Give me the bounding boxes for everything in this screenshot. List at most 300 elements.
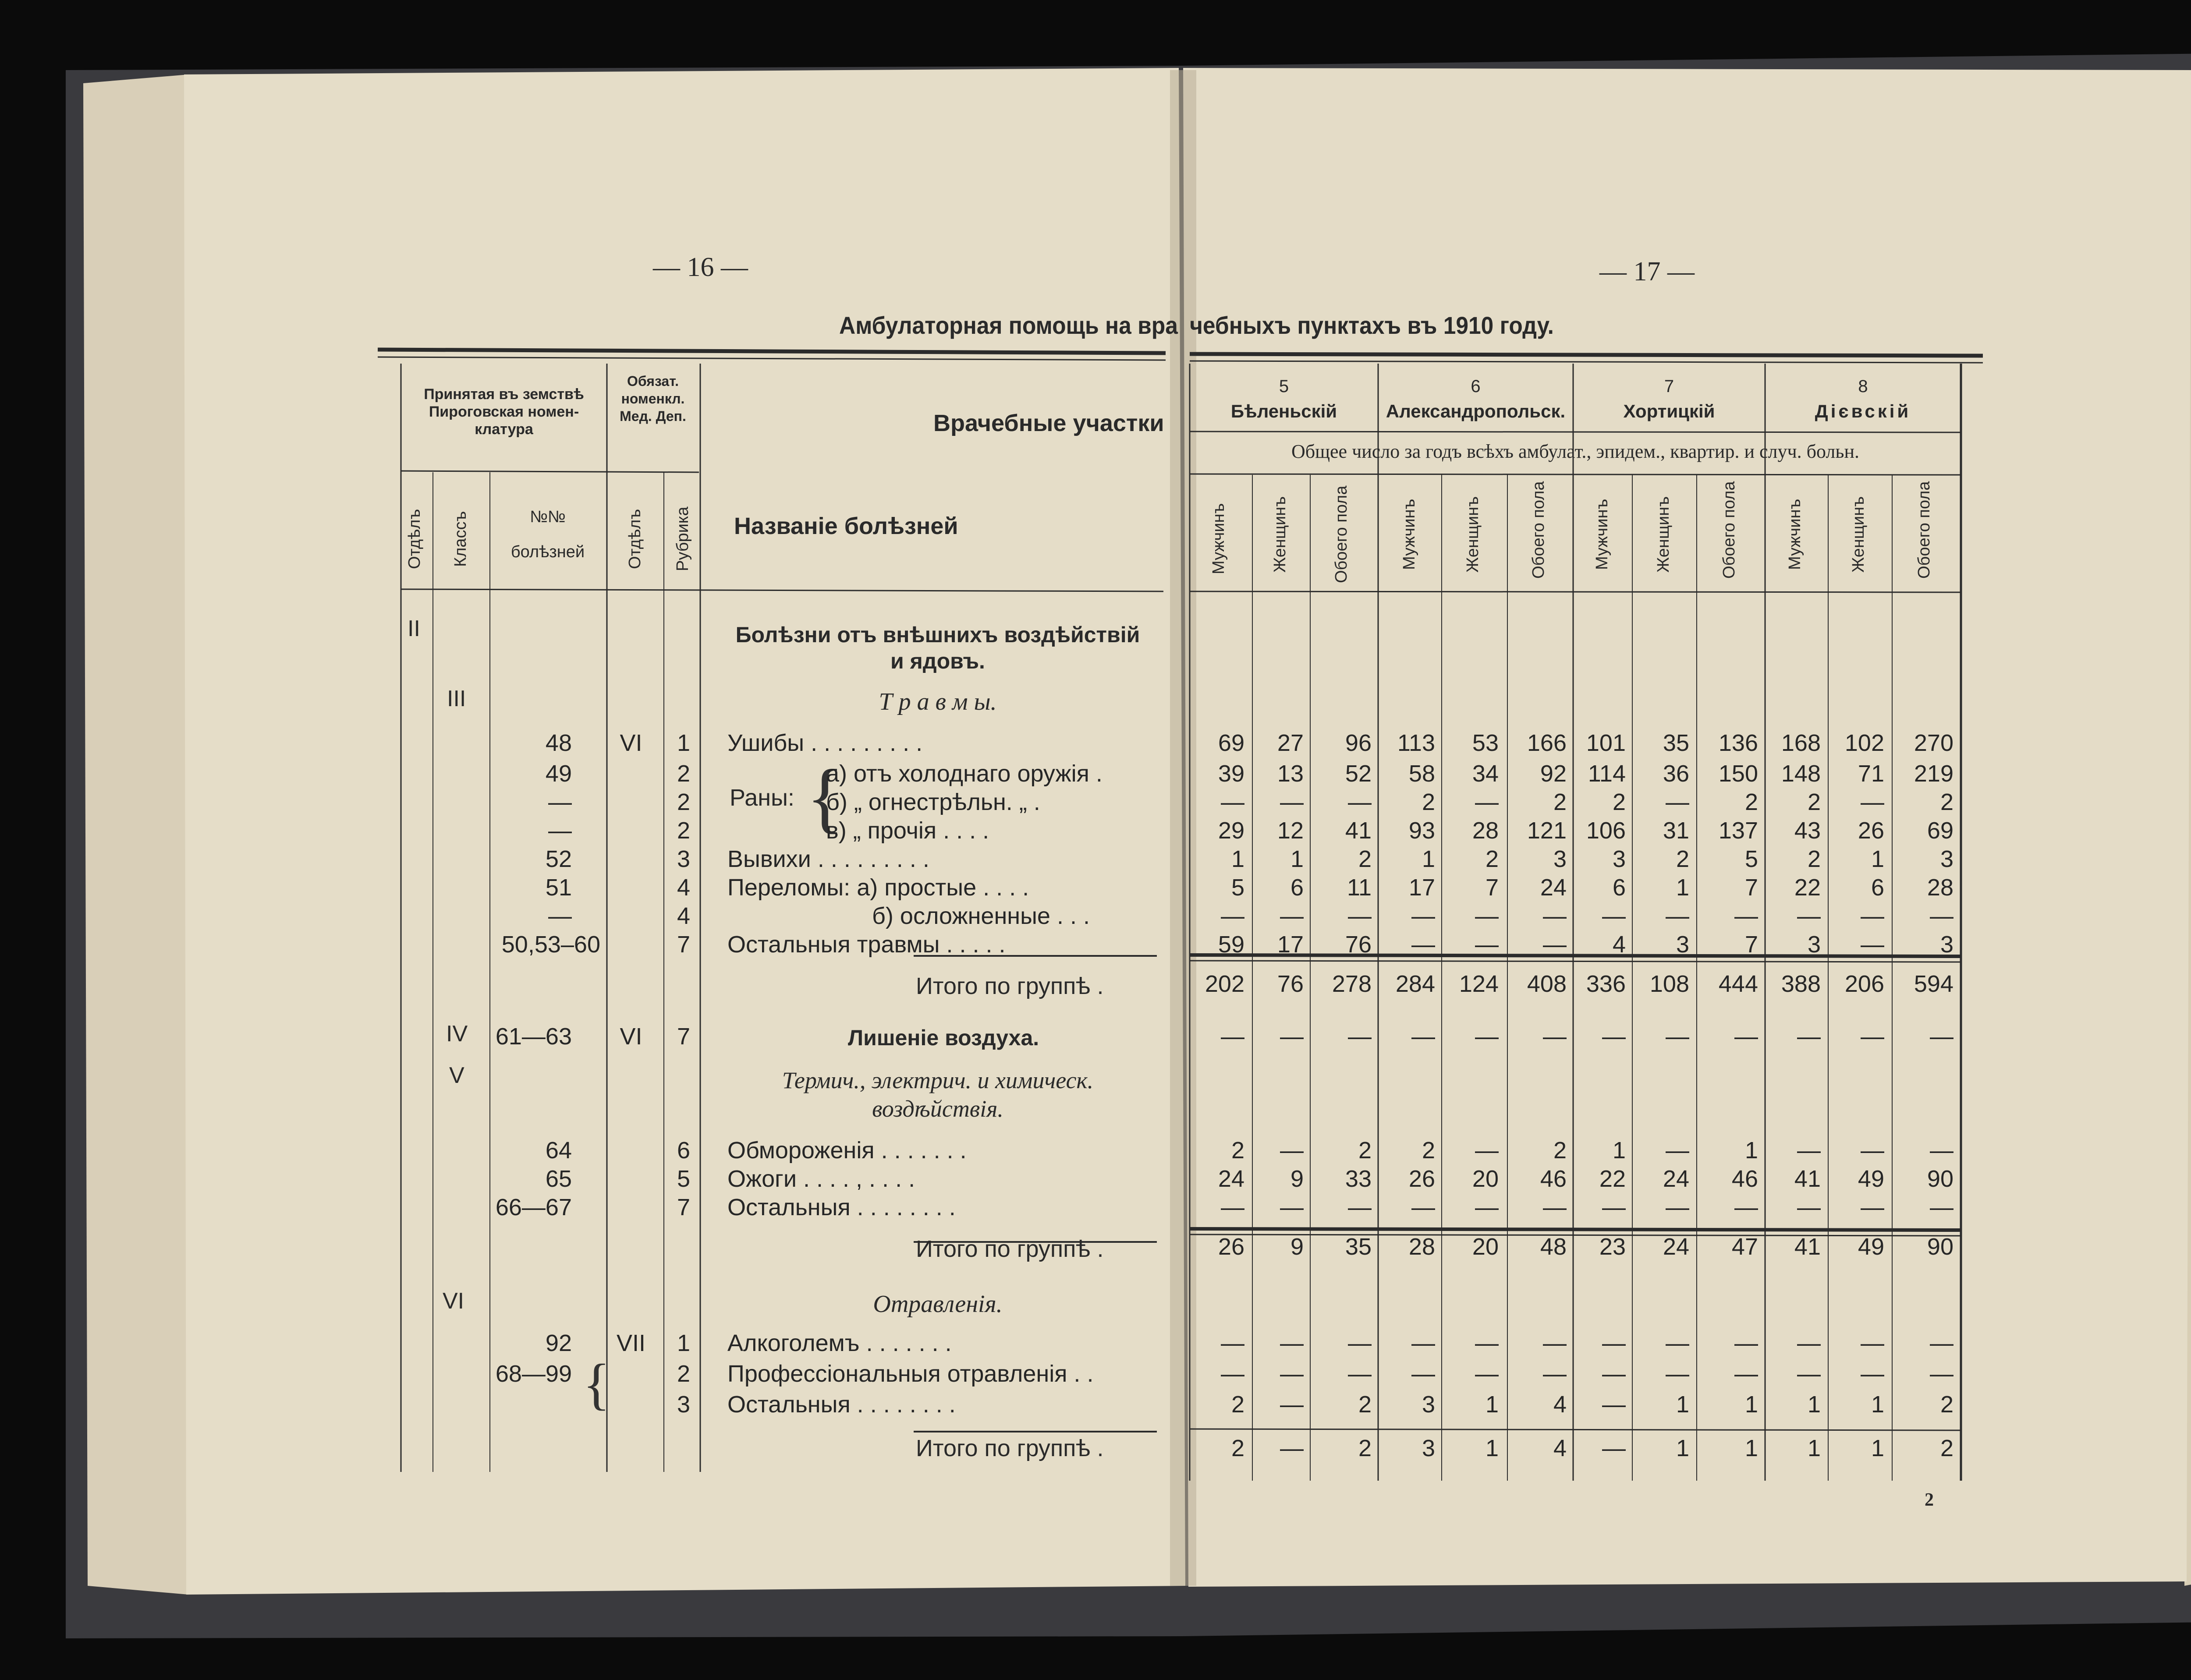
cell-value: 1	[1871, 1435, 1884, 1461]
cell-value: 71	[1858, 760, 1884, 787]
cell-value: 1	[1744, 1137, 1758, 1164]
cell-value: 41	[1794, 1234, 1821, 1260]
label-termich-2: воздѣйствія.	[872, 1096, 1003, 1122]
disease-number: 61—63	[495, 1023, 572, 1050]
cell-value: —	[1348, 1361, 1372, 1387]
cell-value: 24	[1663, 1234, 1689, 1260]
cell-value: 2	[1358, 1391, 1372, 1418]
disease-number: 66—67	[495, 1194, 572, 1220]
cell-value: —	[1348, 1330, 1372, 1356]
page-number-footer: 2	[1925, 1490, 1934, 1510]
disease-number: —	[548, 817, 572, 844]
disease-name: б) „ огнестрѣльн. „ .	[826, 789, 1040, 815]
rule-top-right	[1190, 354, 1983, 356]
rubric-number: 4	[677, 903, 690, 929]
rubric-number: 7	[677, 1194, 690, 1220]
cell-value: —	[1280, 903, 1304, 929]
cell-value: —	[1861, 931, 1884, 958]
cell-value: —	[1666, 789, 1689, 815]
cell-value: —	[1280, 1361, 1304, 1387]
cell-value: 24	[1218, 1166, 1244, 1192]
cell-value: 2	[1744, 789, 1758, 815]
cell-value: 13	[1277, 760, 1304, 787]
cell-value: 49	[1858, 1234, 1884, 1260]
cell-value: 408	[1527, 971, 1567, 997]
cell-value: 284	[1395, 971, 1435, 997]
cell-value: —	[1602, 903, 1626, 929]
disease-number: 51	[545, 874, 572, 901]
cell-value: 168	[1781, 730, 1821, 756]
cell-value: 2	[1676, 846, 1689, 872]
rule-top-right-thin	[1190, 361, 1983, 363]
alko-brace: {	[583, 1353, 610, 1416]
rule-left-h2	[401, 589, 1163, 591]
itogo-label: Итого по группѣ	[916, 973, 1091, 999]
cell-value: —	[1861, 1194, 1884, 1220]
cell-value: 2	[1553, 789, 1567, 815]
cell-value: 11	[1347, 874, 1372, 901]
cell-value: 90	[1927, 1166, 1953, 1192]
rule-top-left-thin	[378, 357, 1166, 360]
cell-value: —	[1221, 1194, 1244, 1220]
cell-value: 59	[1218, 931, 1244, 958]
cell-value: 2	[1485, 846, 1499, 872]
cell-value: —	[1734, 903, 1758, 929]
cell-value: 39	[1218, 760, 1244, 787]
group-title-1: Болѣзни отъ внѣшнихъ воздѣйствій	[735, 622, 1140, 647]
cell-value: 69	[1218, 730, 1244, 756]
cell-value: 76	[1345, 931, 1372, 958]
sub-muzh-8: Мужчинъ	[1786, 499, 1804, 570]
cell-value: 28	[1472, 817, 1499, 844]
cell-value: 5	[1744, 846, 1758, 872]
cell-value: 3	[1940, 931, 1953, 958]
cell-value: —	[1543, 1361, 1567, 1387]
cell-value: —	[1411, 1194, 1435, 1220]
disease-name: Вывихи . . . . . . . . .	[727, 846, 929, 872]
cell-value: —	[1930, 1330, 1953, 1356]
cell-value: —	[1797, 1330, 1821, 1356]
rubric-number: 1	[677, 730, 690, 756]
cell-value: —	[1475, 931, 1499, 958]
cell-value: —	[1411, 1023, 1435, 1050]
cell-value: —	[1666, 1330, 1689, 1356]
dept-number: VI	[620, 730, 642, 756]
title-right: чебныхъ пунктахъ въ 1910 году.	[1190, 311, 1554, 339]
itogo-label: Итого по группѣ	[916, 1236, 1091, 1262]
cell-value: 1	[1676, 1391, 1689, 1418]
district-5-num: 5	[1279, 377, 1289, 396]
header-otdel1: Отдѣлъ	[405, 509, 424, 569]
roman-vi: VI	[443, 1288, 464, 1314]
cell-value: 150	[1718, 760, 1758, 787]
cell-value: 1	[1744, 1435, 1758, 1461]
rubric-number: 2	[677, 1361, 690, 1387]
cell-value: —	[1861, 1137, 1884, 1164]
cell-value: —	[1543, 1194, 1567, 1220]
cell-value: 1	[1676, 1435, 1689, 1461]
rubric-number: 7	[677, 931, 690, 958]
cell-value: 2	[1940, 1435, 1953, 1461]
cell-value: 22	[1794, 874, 1821, 901]
cell-value: 69	[1927, 817, 1953, 844]
cell-value: —	[1734, 1361, 1758, 1387]
cell-value: —	[1797, 1023, 1821, 1050]
cell-value: 2	[1422, 1137, 1435, 1164]
cell-value: 1	[1807, 1391, 1821, 1418]
cell-value: 3	[1422, 1391, 1435, 1418]
cell-value: —	[1475, 1137, 1499, 1164]
label-travmy: Т р а в м ы.	[879, 688, 997, 715]
cell-value: 4	[1553, 1435, 1567, 1461]
rule-right-h2	[1190, 474, 1961, 475]
cell-value: 1	[1676, 874, 1689, 901]
cell-value: 1	[1871, 1391, 1884, 1418]
cell-value: 58	[1408, 760, 1435, 787]
cell-value: —	[1602, 1435, 1626, 1461]
cell-value: 270	[1914, 730, 1953, 756]
header-rubrika: Рубрика	[674, 506, 692, 571]
cell-value: —	[1666, 1137, 1689, 1164]
disease-name: Профессіональныя отравленія . .	[727, 1361, 1094, 1387]
itogo-2: Итого по группѣ .	[916, 1236, 1104, 1262]
disease-name: Ожоги . . . . , . . . .	[727, 1166, 915, 1192]
cell-value: —	[1475, 789, 1499, 815]
cell-value: —	[1280, 1330, 1304, 1356]
district-7-name: Хортицкій	[1623, 401, 1715, 421]
cell-value: 1	[1485, 1391, 1499, 1418]
itogo-1: Итого по группѣ .	[916, 973, 1104, 999]
cell-value: 166	[1527, 730, 1567, 756]
cell-value: 47	[1731, 1234, 1758, 1260]
disease-name: Остальныя . . . . . . . .	[727, 1194, 956, 1220]
cell-value: 594	[1914, 971, 1953, 997]
cell-value: 12	[1277, 817, 1304, 844]
cell-value: 206	[1844, 971, 1884, 997]
cell-value: 2	[1358, 1137, 1372, 1164]
rule-left-h1	[401, 471, 699, 472]
sub-oboe-7: Обоего пола	[1720, 481, 1738, 579]
header-otdel2: Отдѣлъ	[626, 509, 644, 569]
cell-value: —	[1602, 1361, 1626, 1387]
cell-value: 2	[1231, 1391, 1244, 1418]
cell-value: 2	[1940, 1391, 1953, 1418]
cell-value: —	[1411, 903, 1435, 929]
cell-value: —	[1930, 1023, 1953, 1050]
cell-value: 23	[1599, 1234, 1626, 1260]
cell-value: 46	[1731, 1166, 1758, 1192]
cell-value: 24	[1663, 1166, 1689, 1192]
cell-value: 28	[1927, 874, 1953, 901]
cell-value: 53	[1472, 730, 1499, 756]
cell-value: —	[1475, 1330, 1499, 1356]
cell-value: 2	[1231, 1137, 1244, 1164]
rule-right-h1	[1190, 431, 1961, 432]
cell-value: 90	[1927, 1234, 1953, 1260]
cell-value: 6	[1290, 874, 1304, 901]
cell-value: 2	[1358, 1435, 1372, 1461]
cell-value: —	[1280, 1023, 1304, 1050]
header-nazvanie: Названіе болѣзней	[734, 513, 958, 539]
cell-value: —	[1543, 1330, 1567, 1356]
rubric-number: 2	[677, 789, 690, 815]
rubric-number: 1	[677, 1330, 690, 1356]
cell-value: —	[1734, 1023, 1758, 1050]
cell-value: 48	[1540, 1234, 1567, 1260]
cell-value: 92	[1540, 760, 1567, 787]
sub-zhen-8: Женщинъ	[1849, 496, 1868, 573]
cell-value: 2	[1231, 1435, 1244, 1461]
rule-right-h3	[1190, 591, 1961, 592]
cell-value: 2	[1422, 789, 1435, 815]
label-lishenie: Лишеніе воздуха.	[848, 1026, 1039, 1050]
cell-value: 46	[1540, 1166, 1567, 1192]
cell-value: —	[1221, 1023, 1244, 1050]
cell-value: —	[1280, 1435, 1304, 1461]
cell-value: —	[1602, 1023, 1626, 1050]
cell-value: 17	[1277, 931, 1304, 958]
cell-value: —	[1930, 1137, 1953, 1164]
disease-number: 68—99	[495, 1361, 572, 1387]
cell-value: 2	[1612, 789, 1626, 815]
header-nomera: №№ болѣзней	[511, 508, 585, 561]
cell-value: —	[1666, 1361, 1689, 1387]
cell-value: 1	[1871, 846, 1884, 872]
dept-number: VII	[616, 1330, 646, 1356]
district-8-name: Дієвскій	[1815, 401, 1911, 421]
title-left: Амбулаторная помощь на вра	[839, 311, 1178, 339]
cell-value: 28	[1408, 1234, 1435, 1260]
sub-zhen-6: Женщинъ	[1464, 496, 1482, 573]
district-6-name: Александропольск.	[1386, 401, 1566, 421]
cell-value: 20	[1472, 1234, 1499, 1260]
cell-value: 2	[1358, 846, 1372, 872]
cell-value: 26	[1858, 817, 1884, 844]
rubric-number: 2	[677, 760, 690, 787]
sub-muzh-7: Мужчинъ	[1593, 499, 1611, 570]
district-8-num: 8	[1858, 377, 1868, 396]
roman-ii: II	[408, 616, 420, 641]
disease-name: Остальныя травмы . . . . .	[727, 931, 1006, 958]
disease-number: 52	[545, 846, 572, 872]
disease-name: Алкоголемъ . . . . . . .	[727, 1330, 952, 1356]
dept-number: VI	[620, 1023, 642, 1050]
cell-value: 1	[1744, 1391, 1758, 1418]
cell-value: 20	[1472, 1166, 1499, 1192]
cell-value: 9	[1290, 1234, 1304, 1260]
cell-value: 3	[1940, 846, 1953, 872]
cell-value: 1	[1422, 846, 1435, 872]
cell-value: 36	[1663, 760, 1689, 787]
cell-value: 101	[1586, 730, 1626, 756]
cell-value: —	[1280, 1194, 1304, 1220]
page-number-left: — 16 —	[653, 252, 748, 282]
cell-value: 22	[1599, 1166, 1626, 1192]
disease-name: б) осложненные . . .	[872, 903, 1090, 929]
cell-value: —	[1602, 1330, 1626, 1356]
cell-value: 102	[1844, 730, 1884, 756]
cell-value: 202	[1205, 971, 1244, 997]
disease-name: в) „ прочія . . . .	[826, 817, 989, 844]
disease-number: 50,53–60	[501, 931, 600, 958]
cell-value: 93	[1408, 817, 1435, 844]
cell-value: 35	[1345, 1234, 1372, 1260]
cell-value: 29	[1218, 817, 1244, 844]
sub-oboe-5: Обоего пола	[1332, 485, 1351, 584]
header-klass: Классъ	[451, 511, 470, 567]
cell-value: 4	[1612, 931, 1626, 958]
sub-oboe-8: Обоего пола	[1915, 481, 1933, 579]
cell-value: 7	[1744, 874, 1758, 901]
cell-value: —	[1475, 1194, 1499, 1220]
header-pirogov: Принятая въ земствѣ Пироговская номен-клатура	[424, 386, 584, 438]
cell-value: 35	[1663, 730, 1689, 756]
cell-value: —	[1475, 1361, 1499, 1387]
cell-value: —	[1411, 931, 1435, 958]
cell-value: 27	[1277, 730, 1304, 756]
cell-value: —	[1348, 789, 1372, 815]
rubric-number: 3	[677, 846, 690, 872]
cell-value: —	[1666, 903, 1689, 929]
cell-value: 49	[1858, 1166, 1884, 1192]
roman-v: V	[449, 1063, 464, 1088]
cell-value: —	[1797, 1194, 1821, 1220]
disease-name: Ушибы . . . . . . . . .	[727, 730, 923, 756]
cell-value: —	[1797, 1137, 1821, 1164]
cell-value: 388	[1781, 971, 1821, 997]
cell-value: —	[1543, 1023, 1567, 1050]
cell-value: 2	[1553, 1137, 1567, 1164]
cell-value: —	[1221, 1330, 1244, 1356]
cell-value: 4	[1553, 1391, 1567, 1418]
cell-value: —	[1861, 903, 1884, 929]
cell-value: 1	[1485, 1435, 1499, 1461]
disease-number: 48	[545, 730, 572, 756]
cell-value: 3	[1807, 931, 1821, 958]
cell-value: 76	[1277, 971, 1304, 997]
disease-name: Обмороженія . . . . . . .	[727, 1137, 967, 1164]
roman-iv: IV	[446, 1021, 468, 1047]
cell-value: —	[1475, 903, 1499, 929]
cell-value: 3	[1422, 1435, 1435, 1461]
cell-value: 52	[1345, 760, 1372, 787]
disease-name: Переломы: а) простые . . . .	[727, 874, 1029, 901]
cell-value: —	[1797, 1361, 1821, 1387]
cell-value: 2	[1807, 789, 1821, 815]
sub-oboe-6: Обоего пола	[1529, 481, 1548, 579]
cell-value: —	[1348, 1194, 1372, 1220]
cell-value: —	[1930, 903, 1953, 929]
cell-value: 41	[1794, 1166, 1821, 1192]
roman-iii: III	[447, 686, 466, 711]
cell-value: —	[1280, 1391, 1304, 1418]
rubric-number: 6	[677, 1137, 690, 1164]
cell-value: 5	[1231, 874, 1244, 901]
cell-value: 7	[1744, 931, 1758, 958]
cell-value: —	[1602, 1194, 1626, 1220]
cell-value: —	[1280, 1137, 1304, 1164]
cell-value: —	[1411, 1330, 1435, 1356]
district-5-name: Бѣленьскій	[1230, 401, 1337, 421]
cell-value: 31	[1663, 817, 1689, 844]
cell-value: 3	[1676, 931, 1689, 958]
header-uchastki: Врачебные участки	[933, 410, 1164, 436]
cell-value: 33	[1345, 1166, 1372, 1192]
rubric-number: 2	[677, 817, 690, 844]
cell-value: 43	[1794, 817, 1821, 844]
cell-value: 114	[1588, 760, 1626, 787]
cell-value: 3	[1612, 846, 1626, 872]
cell-value: 106	[1586, 817, 1626, 844]
cell-value: —	[1861, 789, 1884, 815]
cell-value: 26	[1408, 1166, 1435, 1192]
itogo-label: Итого по группѣ	[916, 1435, 1091, 1461]
cell-value: —	[1734, 1194, 1758, 1220]
cell-value: —	[1861, 1023, 1884, 1050]
cell-value: 1	[1290, 846, 1304, 872]
cell-value: —	[1221, 1361, 1244, 1387]
cell-value: 6	[1612, 874, 1626, 901]
district-7-num: 7	[1664, 377, 1674, 396]
cell-value: 278	[1332, 971, 1372, 997]
cell-value: 108	[1649, 971, 1689, 997]
cell-value: 1	[1231, 846, 1244, 872]
cell-value: —	[1930, 1361, 1953, 1387]
cell-value: 3	[1553, 846, 1567, 872]
disease-number: —	[548, 903, 572, 929]
cell-value: —	[1734, 1330, 1758, 1356]
rubric-number: 7	[677, 1023, 690, 1050]
disease-name: Остальныя . . . . . . . .	[727, 1391, 956, 1418]
cell-value: 2	[1940, 789, 1953, 815]
cell-value: 41	[1345, 817, 1372, 844]
cell-value: 1	[1612, 1137, 1626, 1164]
header-obyaz: Обязат. номенкл. Мед. Деп.	[620, 373, 686, 424]
cell-value: 6	[1871, 874, 1884, 901]
cell-value: —	[1221, 903, 1244, 929]
cell-value: —	[1602, 1391, 1626, 1418]
cell-value: 336	[1586, 971, 1626, 997]
cell-value: —	[1861, 1330, 1884, 1356]
cell-value: —	[1348, 903, 1372, 929]
cell-value: —	[1411, 1361, 1435, 1387]
label-termich-1: Термич., электрич. и химическ.	[782, 1067, 1094, 1093]
cell-value: 24	[1540, 874, 1567, 901]
disease-number: 49	[545, 760, 572, 787]
cell-value: —	[1666, 1023, 1689, 1050]
cell-value: 124	[1459, 971, 1499, 997]
cell-value: 26	[1218, 1234, 1244, 1260]
disease-number: 92	[545, 1330, 572, 1356]
rule-top-left	[378, 350, 1166, 353]
cell-value: 148	[1781, 760, 1821, 787]
cell-value: —	[1930, 1194, 1953, 1220]
rubric-number: 4	[677, 874, 690, 901]
disease-number: —	[548, 789, 572, 815]
cell-value: 7	[1485, 874, 1499, 901]
sub-zhen-7: Женщинъ	[1654, 496, 1673, 573]
sub-muzh-6: Мужчинъ	[1400, 499, 1418, 570]
cell-value: —	[1280, 789, 1304, 815]
rany-label: Раны:	[730, 785, 794, 811]
cell-value: —	[1666, 1194, 1689, 1220]
district-6-num: 6	[1471, 377, 1481, 396]
sub-muzh-5: Мужчинъ	[1209, 503, 1228, 575]
cell-value: 34	[1472, 760, 1499, 787]
cell-value: 1	[1807, 1435, 1821, 1461]
disease-name: а) отъ холоднаго оружія .	[826, 760, 1103, 787]
rany-brace: {	[806, 753, 844, 841]
